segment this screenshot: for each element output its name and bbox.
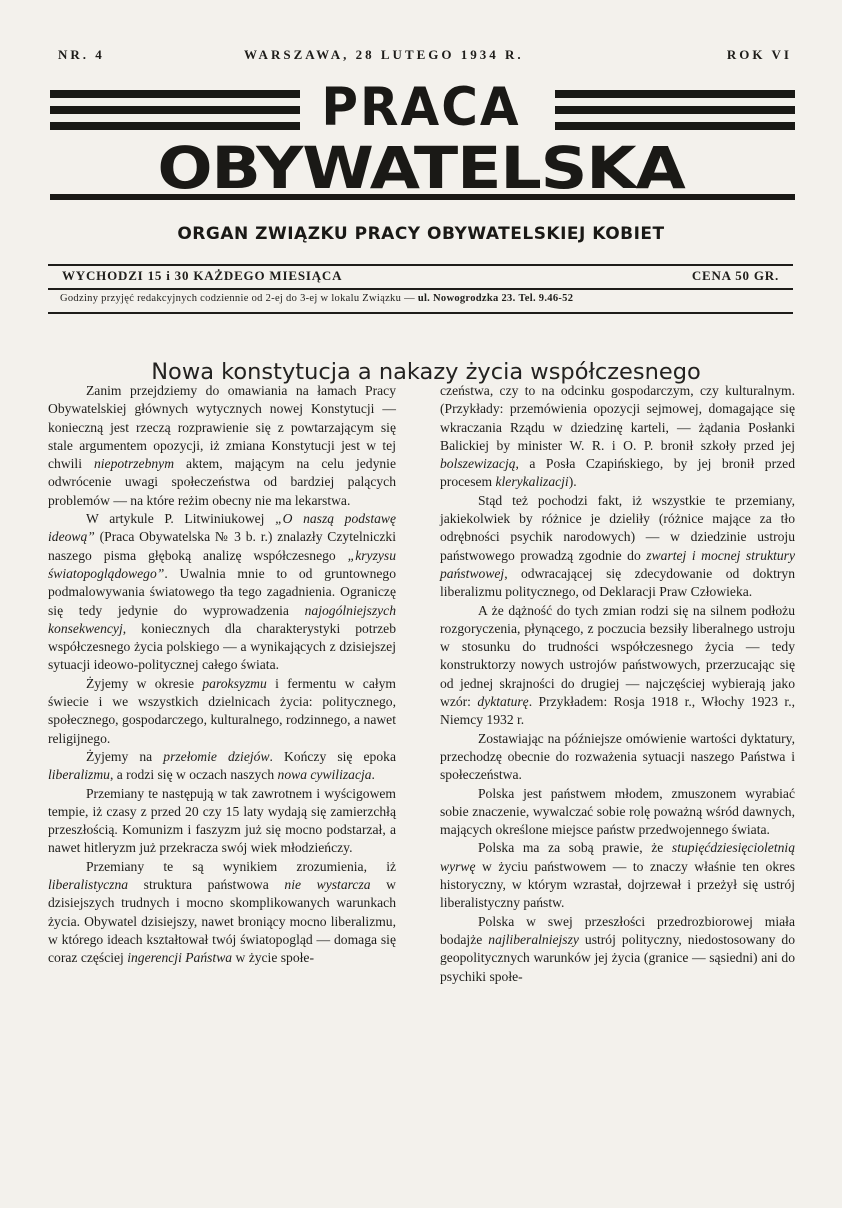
masthead-title-line1: PRACA bbox=[321, 76, 521, 138]
article-paragraph: Stąd też pochodzi fakt, iż wszystkie te przemiany, jakiekolwiek by różnice je dzieliły (różnice mające za tło odrębności psychik narodowych) — w dziedzinie ustroju państwowego prowadzą zgodnie do zwartej i mocnej struktury państwowej, odwracającej się zdecydowanie od doktryn liberalizmu politycznego, od Deklaracji Praw Człowieka. bbox=[440, 492, 796, 600]
office-hours-text: Godziny przyjęć redakcyjnych codziennie od 2-ej do 3-ej w lokalu Związku — bbox=[60, 293, 415, 304]
article-paragraph: Polska jest państwem młodem, zmuszonem wyrabiać sobie znaczenie, wywalczać sobie rolę poważną wśród dawnych, mających określone miejsce państw przedwojennego świata. bbox=[440, 785, 795, 838]
masthead bbox=[0, 76, 842, 254]
article-column-left bbox=[48, 382, 396, 968]
article-paragraph: Żyjemy w okresie paroksyzmu i fermentu w całym świecie i we wszystkich dzielnicach życia: politycznego, społecznego, gospodarczego, kulturalnego, rodzinnego, a nawet religijnego. bbox=[48, 675, 396, 746]
article-paragraph: Zostawiając na późniejsze omówienie wartości dyktatury, przechodzę obecnie do rozważenia sytuacji naszego Państwa i społeczeństwa. bbox=[440, 730, 795, 783]
article-headline: Nowa konstytucja a nakazy życia współczesnego bbox=[151, 359, 701, 386]
volume-number: ROK VI bbox=[726, 47, 792, 62]
dateline: WARSZAWA, 28 LUTEGO 1934 R. bbox=[244, 47, 524, 62]
phone: Tel. 9.46-52 bbox=[518, 293, 574, 304]
masthead-subtitle: ORGAN ZWIĄZKU PRACY OBYWATELSKIEJ KOBIET bbox=[177, 224, 665, 244]
article-paragraph: Zanim przejdziemy do omawiania na łamach Pracy Obywatelskiej głównych wytycznych nowej Konstytucji — konieczną jest rzeczą rozprawienie się z powtarzającym się stale argumentem opozycji, iż zmiana Konstytucji jest w tej chwili niepotrzebnym aktem, mającym na celu jedynie odwrócenie uwagi społeczeństwa od bardziej palących problemów — na które reżim obecny nie ma lekarstwa. bbox=[48, 383, 396, 508]
issue-header bbox=[58, 47, 792, 67]
article-paragraph: czeństwa, czy to na odcinku gospodarczym, czy kulturalnym. (Przykłady: przemówienia opozycji sejmowej, domagające się wkraczania Rządu w dziedzinę karteli, — żądania Posłanki Balickiej by minister W. R. i O. P. bronił szkoły przed jej bolszewizacją, a Posła Czapińskiego, by jej bronił przed procesem klerykalizacji). bbox=[440, 383, 795, 490]
price: CENA 50 GR. bbox=[691, 268, 779, 283]
article-paragraph: W artykule P. Litwiniukowej „O naszą podstawę ideową” (Praca Obywatelska № 3 b. r.) znalazły Czytelniczki naszego pisma głęboką analizę współczesnego „kryzysu światopoglądowego”. Uwalnia mnie to od gruntownego podmalowywania światowego tła tego zagadnienia. Ograniczę się tedy jedynie do wyprowadzenia najogólniejszych konsekwencyj, koniecznych dla charakterystyki potrzeb współczesnego życia polskiego — a wynikających z dzisiejszej sytuacji ideowo-politycznej całego świata. bbox=[48, 511, 397, 673]
article-paragraph: A że dążność do tych zmian rodzi się na silnem podłożu rozgoryczenia, płynącego, z poczucia bezsiły liberalnego ustroju w stosunku do trudności współczesnego życia — tedy konstruktorzy nowych ustrojów państwowych, przerzucając się od jednej skrajności do drugiej — najczęściej wybierają jako wzór: dyktaturę. Przykładem: Rosja 1918 r., Włochy 1923 r., Niemcy 1932 r. bbox=[440, 602, 795, 728]
article-paragraph: Przemiany te są wynikiem zrozumienia, iż liberalistyczna struktura państwowa nie wystarcza w dzisiejszych trudnych i mocno skomplikowanych warunkach życia. Obywatel dzisiejszy, nawet broniący mocno liberalizmu, w którego ideach kształtował twój światopogląd — domaga się coraz częściej ingerencji Państwa w życie społe- bbox=[48, 858, 396, 966]
article-paragraph: Żyjemy na przełomie dziejów. Kończy się epoka liberalizmu, a rodzi się w oczach naszych nowa cywilizacja. bbox=[48, 748, 396, 783]
article-paragraph: Polska ma za sobą prawie, że stupięćdziesięcioletnią wyrwę w życiu państwowem — to znaczy właśnie ten okres historyczny, w którym wzrastał, dojrzewał i przeżył się ustrój liberalistyczny państw. bbox=[440, 840, 795, 911]
publication-schedule: WYCHODZI 15 i 30 KAŻDEGO MIESIĄCA bbox=[62, 268, 343, 283]
office-hours bbox=[60, 293, 573, 304]
address: ul. Nowogrodzka 23. bbox=[417, 293, 516, 304]
article-paragraph: Polska w swej przeszłości przedrozbiorowej miała bodajże najliberalniejszy ustrój polityczny, niedostosowany do geopolitycznych warunków jej życia (granice — sąsiedni) ani do psychiki społe- bbox=[440, 913, 795, 984]
article-column-right bbox=[440, 382, 795, 986]
info-bar bbox=[48, 264, 793, 316]
issue-number: NR. 4 bbox=[58, 47, 105, 62]
article-paragraph: Przemiany te następują w tak zawrotnem i wyścigowem tempie, iż czasy z przed 20 czy 15 laty wydają się zamierzchłą przeszłością. Komunizm i faszyzm już się mocno podstarzał, a nawet hitleryzm już przekracza swój wiek młodzieńczy. bbox=[48, 785, 396, 856]
masthead-title-line2: OBYWATELSKA bbox=[157, 134, 685, 202]
